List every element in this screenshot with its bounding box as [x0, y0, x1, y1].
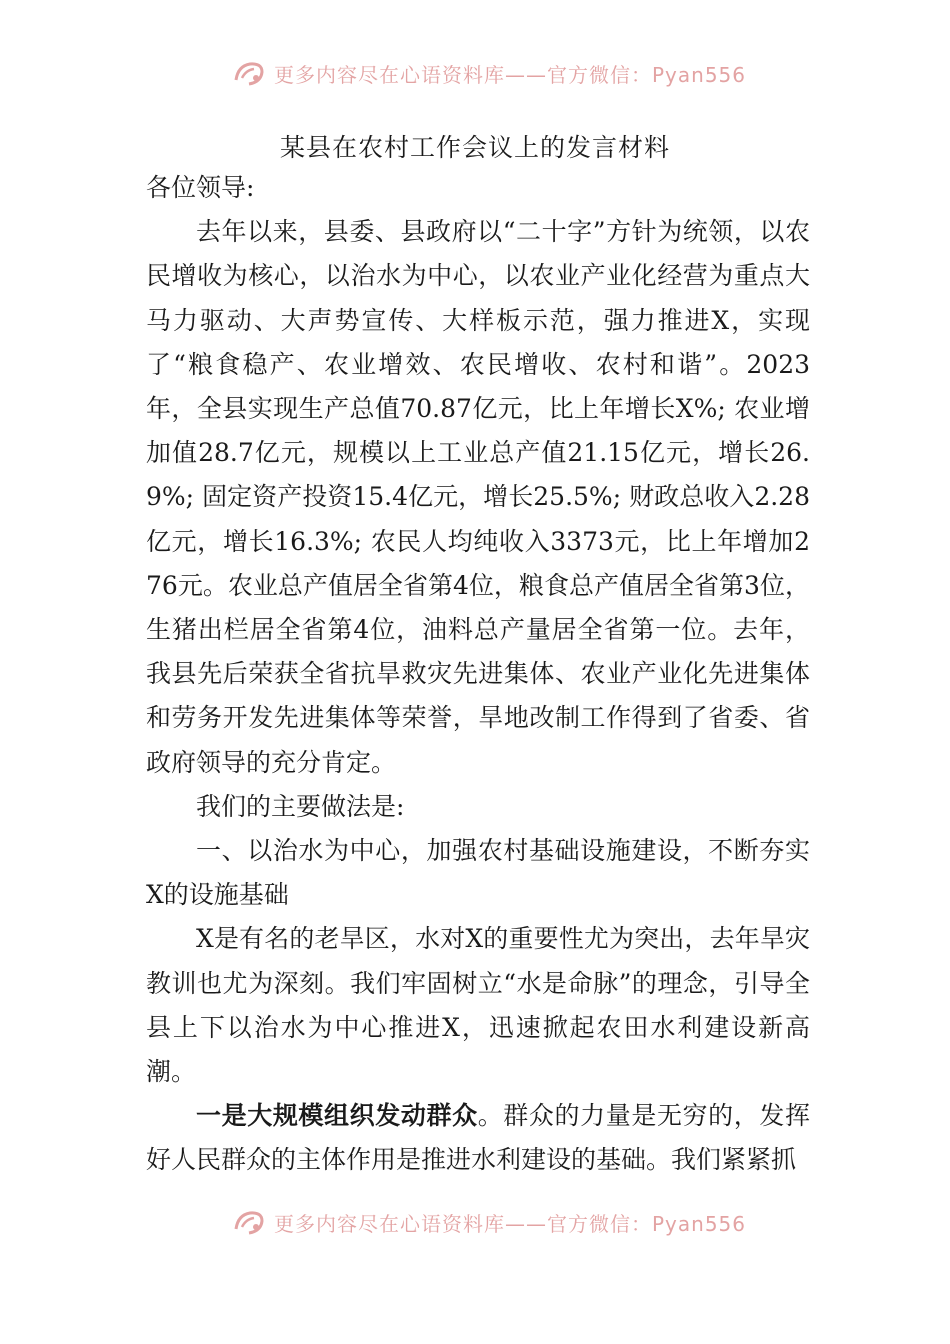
watermark-text: 更多内容尽在心语资料库——官方微信：Pyan556 — [274, 1211, 747, 1236]
document-title: 某县在农村工作会议上的发言材料 — [279, 133, 670, 162]
watermark-footer — [232, 1205, 746, 1239]
practices-intro: 我们的主要做法是: — [196, 791, 405, 821]
logo-icon — [232, 1207, 268, 1237]
watermark-text: 更多内容尽在心语资料库——官方微信：Pyan556 — [274, 62, 747, 87]
point-1-body: 。群众的力量是无穷的，发挥好人民群众的主体作用是推进水利建设的基础。我们紧紧抓 — [146, 1101, 810, 1175]
section-1-body: X是有名的老旱区，水对X的重要性尤为突出，去年旱灾教训也尤为深刻。我们牢固树立“水是命脉”的理念，引导全县上下以治水为中心推进X，迅速掀起农田水利建设新高潮。 — [146, 924, 810, 1087]
salutation: 各位领导: — [146, 173, 255, 202]
point-1-heading: 一是大规模组织发动群众 — [196, 1101, 478, 1131]
section-1-heading: 一、以治水为中心，加强农村基础设施建设，不断夯实X的设施基础 — [146, 836, 810, 910]
point-1-paragraph — [146, 1094, 810, 1182]
watermark-header — [232, 56, 746, 90]
logo-icon — [232, 58, 268, 88]
document-body — [146, 166, 810, 1183]
intro-paragraph: 去年以来，县委、县政府以“二十字”方针为统领，以农民增收为核心，以治水为中心，以农业产业化经营为重点大马力驱动、大声势宣传、大样板示范，强力推进X，实现了“粮食稳产、农业增效、农民增收、农村和谐”。2023年，全县实现生产总值70.87亿元，比上年增长X%; 农业增加值28.7亿元，规模以上工业总产值21.15亿元，增长26.9%; 固定资产投资15.4亿元，增长25.5%; 财政总收入2.28亿元，增长16.3%; 农民人均纯收入3373元，比上年增加276元。农业总产值居全省第4位，粮食总产值居全省第3位，生猪出栏居全省第4位，油料总产量居全省第一位。去年，我县先后荣获全省抗旱救灾先进集体、农业产业化先进集体和劳务开发先进集体等荣誉，旱地改制工作得到了省委、省政府领导的充分肯定。 — [146, 217, 810, 777]
